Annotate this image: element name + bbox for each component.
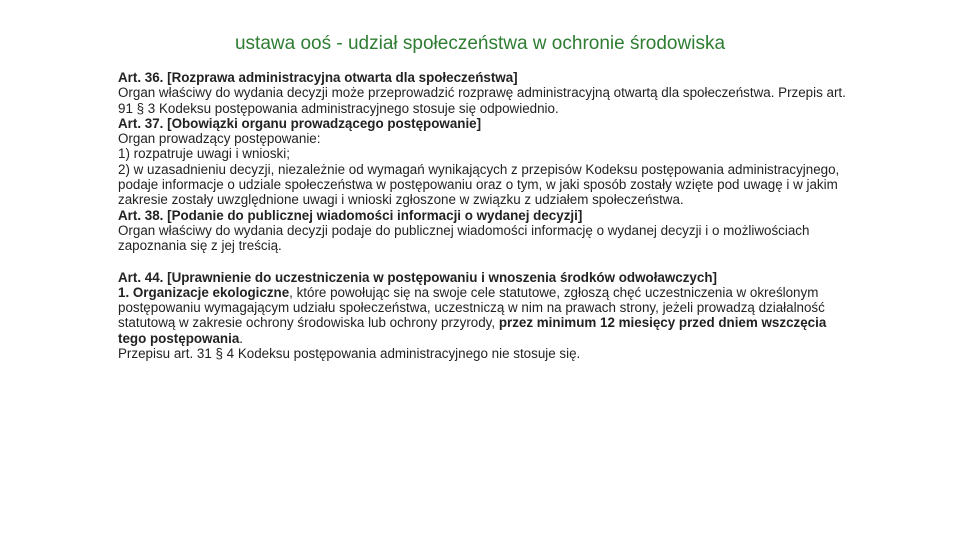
article-36-heading: Art. 36. [Rozprawa administracyjna otwarta dla społeczeństwa] bbox=[118, 70, 518, 85]
article-44 bbox=[118, 270, 848, 362]
paragraph-gap bbox=[118, 254, 848, 270]
article-38-body: Organ właściwy do wydania decyzji podaje do publicznej wiadomości informację o wydanej decyzji i o możliwościach zapoznania się z jej treścią. bbox=[118, 222, 810, 254]
document-body bbox=[118, 70, 848, 361]
article-37-heading: Art. 37. [Obowiązki organu prowadzącego postępowanie] bbox=[118, 115, 482, 131]
article-37-intro: Organ prowadzący postępowanie: bbox=[118, 131, 321, 147]
article-38-heading: Art. 38. [Podanie do publicznej wiadomości informacji o wydanej decyzji] bbox=[118, 207, 583, 223]
article-44-item-1-emphasis: przez minimum 12 miesięcy przed dniem wszczęcia tego postępowania bbox=[118, 315, 827, 346]
article-37-item-2: 2) w uzasadnieniu decyzji, niezależnie od wymagań wynikających z przepisów Kodeksu postępowania administracyjnego, podaje informacje o udziale społeczeństwa w postępowaniu oraz o tym, w jaki sposób zostały wzięte pod uwagę i w jakim zakresie zostały uwzględnione uwagi i wnioski zgłoszone w związku z udziałem społeczeństwa. bbox=[118, 161, 840, 208]
article-44-item-1 bbox=[118, 285, 848, 346]
article-38 bbox=[118, 208, 848, 254]
article-44-heading: Art. 44. [Uprawnienie do uczestniczenia w postępowaniu i wnoszenia środków odwoławczych] bbox=[118, 269, 717, 285]
slide-title: ustawa ooś - udział społeczeństwa w ochronie środowiska bbox=[234, 33, 726, 54]
article-37-item-1: 1) rozpatruje uwagi i wnioski; bbox=[118, 146, 290, 162]
article-44-item-1-last: Przepisu art. 31 § 4 Kodeksu postępowania administracyjnego nie stosuje się. bbox=[118, 346, 581, 362]
article-44-item-1-lead: 1. Organizacje ekologiczne bbox=[118, 284, 290, 300]
article-36 bbox=[118, 70, 848, 116]
article-44-item-1-end: . bbox=[239, 330, 244, 346]
article-37 bbox=[118, 116, 848, 208]
article-44-item-1-text: , które powołując się na swoje cele statutowe, zgłoszą chęć uczestniczenia w określonym postępowaniu wymagającym udziału społeczeństwa, uczestniczą w nim na prawach strony, jeżeli prowadzą działalność statutową w zakresie ochrony środowiska lub ochrony przyrody, bbox=[118, 284, 825, 331]
article-36-body: Organ właściwy do wydania decyzji może przeprowadzić rozprawę administracyjną otwartą dla społeczeństwa. Przepis art. 91 § 3 Kodeksu postępowania administracyjnego stosuje się odpowiednio. bbox=[118, 85, 846, 116]
